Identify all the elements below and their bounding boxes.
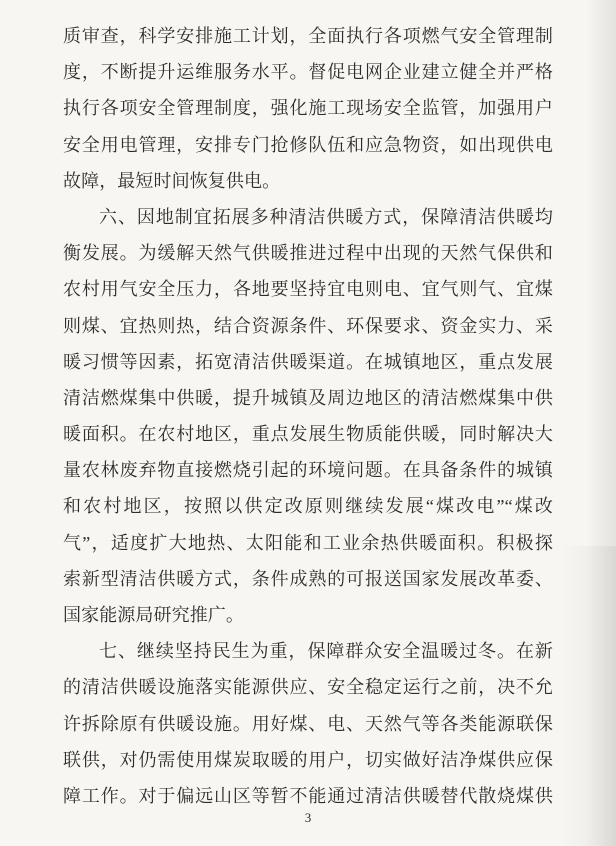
text-line: 联供，对仍需使用煤炭取暖的用户，切实做好洁净煤供应保 [63,749,553,770]
text-line: 衡发展。为缓解天然气供暖推进过程中出现的天然气保供和 [63,243,553,264]
scan-edge-shade-bottom [560,546,616,846]
text-line: 的清洁供暖设施落实能源供应、安全稳定运行之前，决不允 [63,677,553,698]
text-line: 故障，最短时间恢复供电。 [63,170,281,191]
text-line: 质审查，科学安排施工计划，全面执行各项燃气安全管理制 [63,26,553,46]
section-seven-heading-line: 七、继续坚持民生为重，保障群众安全温暖过冬。在新 [99,641,553,662]
text-line: 安全用电管理，安排专门抢修队伍和应急物资，如出现供电 [63,134,553,155]
section-six-heading-line: 六、因地制宜拓展多种清洁供暖方式，保障清洁供暖均 [99,206,553,227]
text-line: 气”，适度扩大地热、太阳能和工业余热供暖面积。积极探 [63,532,553,553]
text-line: 和农村地区，按照以供定改原则继续发展“煤改电”“煤改 [63,496,553,517]
text-line: 索新型清洁供暖方式，条件成熟的可报送国家发展改革委、 [63,568,553,589]
scan-edge-shade [586,0,616,846]
text-line: 国家能源局研究推广。 [63,605,244,625]
text-line: 清洁燃煤集中供暖，提升城镇及周边地区的清洁燃煤集中供 [63,387,553,408]
document-body [63,18,553,814]
text-line: 许拆除原有供暖设施。用好煤、电、天然气等各类能源联保 [63,713,553,734]
text-line: 农村用气安全压力，各地要坚持宜电则电、宜气则气、宜煤 [63,279,553,300]
text-line: 障工作。对于偏远山区等暂不能通过清洁供暖替代散烧煤供 [63,785,553,806]
text-line: 暖面积。在农村地区，重点发展生物质能供暖，同时解决大 [63,424,553,445]
text-line: 量农林废弃物直接燃烧引起的环境问题。在具备条件的城镇 [63,460,553,481]
text-line: 度，不断提升运维服务水平。督促电网企业建立健全并严格 [63,62,553,83]
text-line: 暖习惯等因素，拓宽清洁供暖渠道。在城镇地区，重点发展 [63,351,553,372]
text-line: 则煤、宜热则热，结合资源条件、环保要求、资金实力、采 [63,315,553,336]
text-line: 执行各项安全管理制度，强化施工现场安全监管，加强用户 [63,98,553,119]
page-number: 3 [304,810,312,825]
